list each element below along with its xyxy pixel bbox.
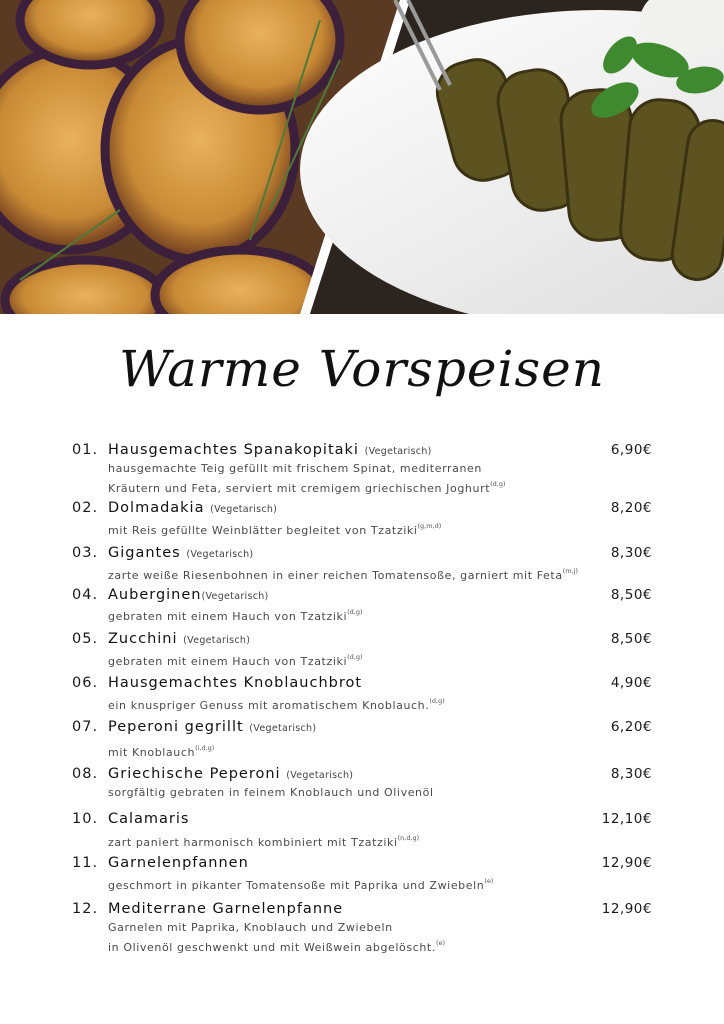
item-name-text: Auberginen xyxy=(108,587,202,603)
item-description-text: ein knuspriger Genuss mit aromatischem Knoblauch. xyxy=(108,699,430,712)
item-price: 8,50€ xyxy=(610,587,652,603)
item-price: 8,20€ xyxy=(610,500,652,516)
item-number: 11. xyxy=(72,855,99,871)
allergen-codes: (m,j) xyxy=(562,567,578,575)
item-name: Mediterrane Garnelenpfanne xyxy=(108,901,344,917)
item-name-text: Dolmadakia xyxy=(108,500,205,516)
item-name: Garnelenpfannen xyxy=(108,855,249,871)
item-name xyxy=(108,545,253,561)
item-name-text: Hausgemachtes Spanakopitaki xyxy=(108,442,359,458)
allergen-codes: (d,g) xyxy=(347,608,363,616)
allergen-codes: (g,m,d) xyxy=(417,522,442,530)
item-price: 6,20€ xyxy=(610,719,652,735)
item-description xyxy=(108,518,441,539)
item-number: 05. xyxy=(72,631,99,647)
item-description-text: Kräutern und Feta, serviert mit cremigem griechischen Joghurt xyxy=(108,482,491,495)
item-number: 03. xyxy=(72,545,99,561)
vegetarian-tag: (Vegetarisch) xyxy=(364,446,432,457)
item-description-text: in Olivenöl geschwenkt und mit Weißwein abgelöscht. xyxy=(108,941,436,954)
item-price: 8,30€ xyxy=(610,545,652,561)
item-description xyxy=(108,740,214,761)
item-description: Garnelen mit Paprika, Knoblauch und Zwiebeln xyxy=(108,921,393,934)
item-description-line-2 xyxy=(108,935,445,956)
item-price: 12,90€ xyxy=(601,855,652,871)
item-description-text: gebraten mit einem Hauch von Tzatziki xyxy=(108,610,348,623)
item-description-text: mit Knoblauch xyxy=(108,746,196,759)
allergen-codes: (e) xyxy=(435,939,446,947)
item-name xyxy=(108,766,353,782)
vegetarian-tag: (Vegetarisch) xyxy=(249,723,317,734)
allergen-codes: (d,g) xyxy=(429,697,445,705)
item-description xyxy=(108,649,363,670)
item-description xyxy=(108,693,445,714)
item-description xyxy=(108,873,493,894)
item-description: sorgfältig gebraten in feinem Knoblauch und Olivenöl xyxy=(108,786,434,799)
vegetarian-tag: (Vegetarisch) xyxy=(286,770,354,781)
item-description-text: zart paniert harmonisch kombiniert mit Tzatziki xyxy=(108,836,398,849)
item-description xyxy=(108,830,419,851)
item-description-line-2 xyxy=(108,476,506,497)
page-title: Warme Vorspeisen xyxy=(119,340,605,398)
item-number: 01. xyxy=(72,442,99,458)
item-name xyxy=(108,719,316,735)
item-description-text: gebraten mit einem Hauch von Tzatziki xyxy=(108,655,348,668)
item-name xyxy=(108,442,432,458)
item-price: 12,90€ xyxy=(601,901,652,917)
item-number: 04. xyxy=(72,587,99,603)
vegetarian-tag: (Vegetarisch) xyxy=(201,591,269,602)
item-price: 6,90€ xyxy=(610,442,652,458)
item-name: Calamaris xyxy=(108,811,190,827)
item-description-text: mit Reis gefüllte Weinblätter begleitet von Tzatziki xyxy=(108,524,418,537)
allergen-codes: (d,g) xyxy=(490,480,506,488)
item-price: 8,30€ xyxy=(610,766,652,782)
item-description: hausgemachte Teig gefüllt mit frischem Spinat, mediterranen xyxy=(108,462,482,475)
item-name-text: Griechische Peperoni xyxy=(108,766,281,782)
allergen-codes: (i,d,g) xyxy=(195,744,215,752)
item-number: 06. xyxy=(72,675,99,691)
item-price: 4,90€ xyxy=(610,675,652,691)
item-description xyxy=(108,604,363,625)
item-number: 10. xyxy=(72,811,99,827)
item-name xyxy=(108,500,277,516)
item-name xyxy=(108,631,250,647)
item-name-text: Peperoni gegrillt xyxy=(108,719,244,735)
item-description xyxy=(108,563,578,584)
allergen-codes: (e) xyxy=(484,877,494,885)
item-number: 12. xyxy=(72,901,99,917)
item-price: 8,50€ xyxy=(610,631,652,647)
item-number: 02. xyxy=(72,500,99,516)
vegetarian-tag: (Vegetarisch) xyxy=(210,504,278,515)
vegetarian-tag: (Vegetarisch) xyxy=(183,635,251,646)
item-price: 12,10€ xyxy=(601,811,652,827)
item-name: Hausgemachtes Knoblauchbrot xyxy=(108,675,363,691)
item-number: 07. xyxy=(72,719,99,735)
item-number: 08. xyxy=(72,766,99,782)
item-name-text: Zucchini xyxy=(108,631,178,647)
item-name-text: Gigantes xyxy=(108,545,181,561)
allergen-codes: (d,g) xyxy=(347,653,363,661)
vegetarian-tag: (Vegetarisch) xyxy=(186,549,254,560)
item-description-text: geschmort in pikanter Tomatensoße mit Paprika und Zwiebeln xyxy=(108,879,485,892)
item-description-text: zarte weiße Riesenbohnen in einer reichen Tomatensoße, garniert mit Feta xyxy=(108,569,563,582)
allergen-codes: (n,d,g) xyxy=(397,834,420,842)
item-name xyxy=(108,587,269,603)
